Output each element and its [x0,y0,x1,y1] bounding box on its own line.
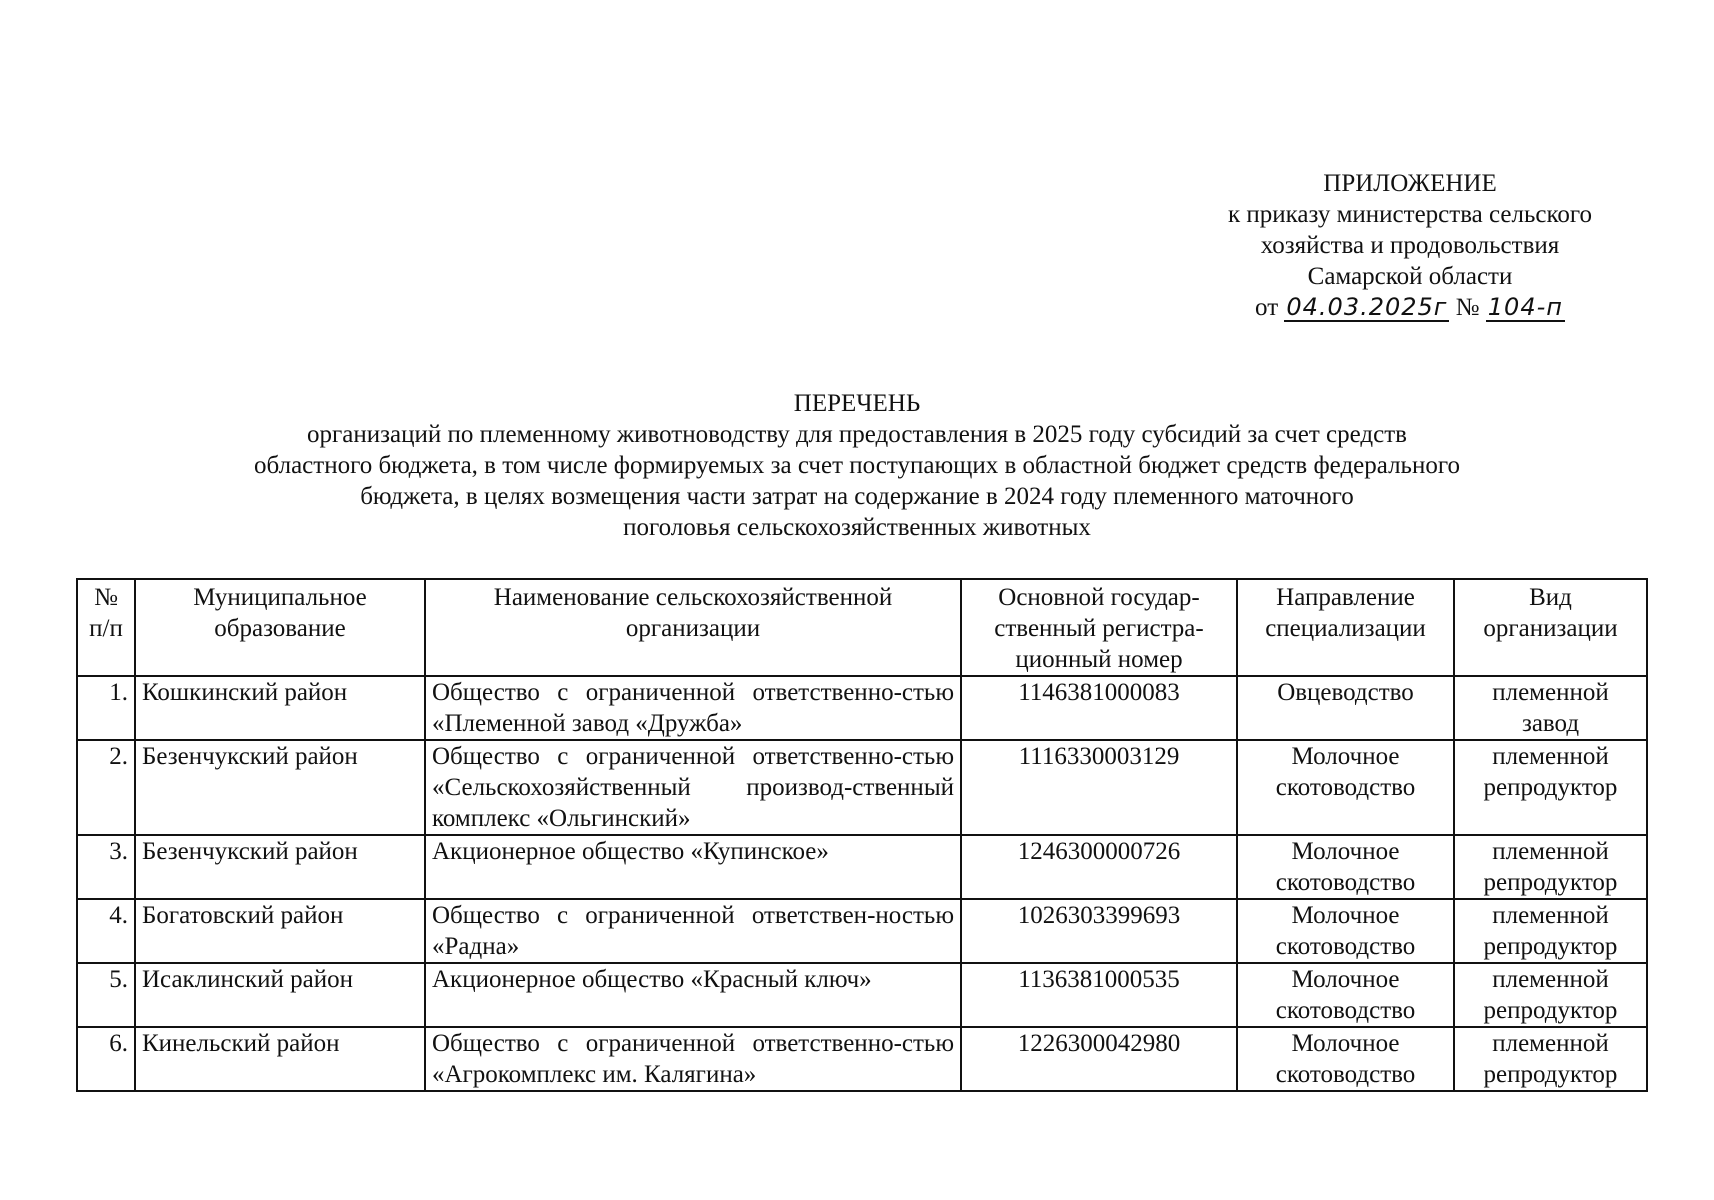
row-num: 6. [77,1027,135,1091]
row-num: 5. [77,963,135,1027]
table-row [77,835,1647,899]
row-specialization: Молочное скотоводство [1237,1027,1454,1091]
row-ogrn: 1116330003129 [961,740,1237,835]
row-ogrn: 1026303399693 [961,899,1237,963]
title-line-3: бюджета, в целях возмещения части затрат на содержание в 2024 году племенного маточного [360,483,1354,510]
table-row [77,899,1647,963]
row-organization: Акционерное общество «Купинское» [425,835,961,899]
date-handwritten: 04.03.2025г [1286,293,1448,321]
appendix-line-3: Самарской области [1307,263,1513,290]
row-specialization: Овцеводство [1237,676,1454,740]
row-municipality: Богатовский район [135,899,425,963]
row-municipality: Кошкинский район [135,676,425,740]
organizations-table [76,578,1648,1092]
table-row [77,676,1647,740]
appendix-heading: ПРИЛОЖЕНИЕ [1323,170,1497,197]
row-specialization: Молочное скотоводство [1237,899,1454,963]
row-kind: племенной репродуктор [1454,963,1647,1027]
row-num: 1. [77,676,135,740]
header-organization: Наименование сельскохозяйственной организации [425,579,961,676]
row-specialization: Молочное скотоводство [1237,740,1454,835]
row-num: 3. [77,835,135,899]
table-header-row [77,579,1647,676]
row-specialization: Молочное скотоводство [1237,835,1454,899]
appendix-line-1: к приказу министерства сельского [1227,201,1592,228]
row-kind: племенной репродуктор [1454,835,1647,899]
row-kind: племенной репродуктор [1454,740,1647,835]
table-row [77,963,1647,1027]
date-prefix: от [1255,294,1279,321]
row-municipality: Кинельский район [135,1027,425,1091]
appendix-line-2: хозяйства и продовольствия [1260,232,1560,259]
row-organization: Акционерное общество «Красный ключ» [425,963,961,1027]
row-ogrn: 1146381000083 [961,676,1237,740]
row-municipality: Безенчукский район [135,740,425,835]
row-specialization: Молочное скотоводство [1237,963,1454,1027]
header-kind: Вид организации [1454,579,1647,676]
row-organization: Общество с ограниченной ответственно-стью «Племенной завод «Дружба» [425,676,961,740]
header-num: № п/п [77,579,135,676]
row-ogrn: 1226300042980 [961,1027,1237,1091]
row-kind: племенной репродуктор [1454,899,1647,963]
row-organization: Общество с ограниченной ответственно-стью «Агрокомплекс им. Калягина» [425,1027,961,1091]
header-specialization: Направление специализации [1237,579,1454,676]
row-ogrn: 1246300000726 [961,835,1237,899]
row-organization: Общество с ограниченной ответственно-стью «Сельскохозяйственный производ-ственный комплекс «Ольгинский» [425,740,961,835]
title-line-4: поголовья сельскохозяйственных животных [623,514,1091,541]
row-kind: племенной завод [1454,676,1647,740]
header-municipality: Муниципальное образование [135,579,425,676]
row-num: 2. [77,740,135,835]
appendix-date-line [1180,292,1640,323]
header-ogrn: Основной государ-ственный регистра-ционный номер [961,579,1237,676]
table-row [77,740,1647,835]
number-prefix: № [1455,294,1480,321]
document-title [0,388,1714,543]
title-line-2: областного бюджета, в том числе формируемых за счет поступающих в областной бюджет средств федерального [254,452,1460,479]
appendix-block [1180,168,1640,323]
number-handwritten: 104-п [1487,293,1563,321]
table-row [77,1027,1647,1091]
row-num: 4. [77,899,135,963]
row-municipality: Исаклинский район [135,963,425,1027]
row-organization: Общество с ограниченной ответствен-ностью «Радна» [425,899,961,963]
row-kind: племенной репродуктор [1454,1027,1647,1091]
row-ogrn: 1136381000535 [961,963,1237,1027]
title-line-1: организаций по племенному животноводству для предоставления в 2025 году субсидий за счет средств [307,421,1407,448]
row-municipality: Безенчукский район [135,835,425,899]
title-heading: ПЕРЕЧЕНЬ [793,390,921,417]
